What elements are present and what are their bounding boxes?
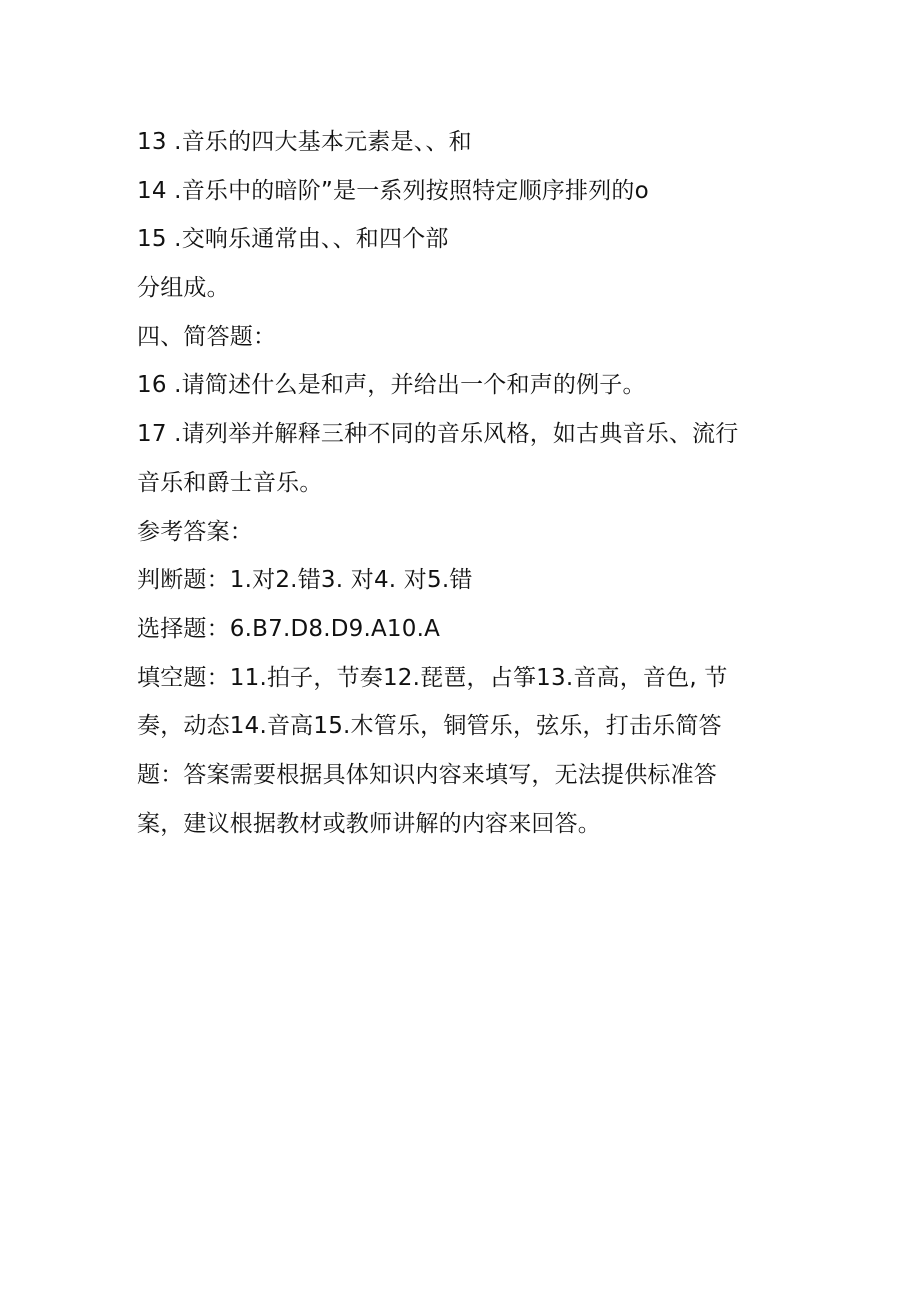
answer-key-fill-in-line-3: 题：答案需要根据具体知识内容来填写，无法提供标准答 xyxy=(137,761,717,788)
question-15-continuation-line: 分组成。 xyxy=(137,275,230,302)
answer-key-true-false: 判断题：1.对2.错3. 对4. 对5.错 xyxy=(137,567,473,594)
answer-key-fill-in-line-1: 填空题：11.拍子，节奏12.琵琶，占筝13.音高，音色, 节 xyxy=(137,664,728,691)
question-16-line: 16 .请简述什么是和声，并给出一个和声的例子。 xyxy=(137,372,646,399)
section-heading-short-answer: 四、简答题： xyxy=(137,323,277,350)
answer-key-fill-in-line-2: 奏，动态14.音高15.木管乐，铜管乐，弦乐，打击乐简答 xyxy=(137,713,722,740)
question-17-line: 17 .请列举并解释三种不同的音乐风格，如古典音乐、流行 xyxy=(137,421,739,448)
question-14-line: 14 .音乐中的暗阶”是一系列按照特定顺序排列的o xyxy=(137,177,649,204)
answer-key-multiple-choice: 选择题：6.B7.D8.D9.A10.A xyxy=(137,615,441,642)
question-15-line: 15 .交响乐通常由、、和四个部 xyxy=(137,226,449,253)
question-17-continuation-line: 音乐和爵士音乐。 xyxy=(137,469,323,496)
answer-key-heading: 参考答案： xyxy=(137,518,253,545)
question-13-line: 13 .音乐的四大基本元素是、、和 xyxy=(137,129,472,155)
document-body xyxy=(137,118,797,848)
answer-key-fill-in-line-4: 案，建议根据教材或教师讲解的内容来回答。 xyxy=(137,810,601,837)
